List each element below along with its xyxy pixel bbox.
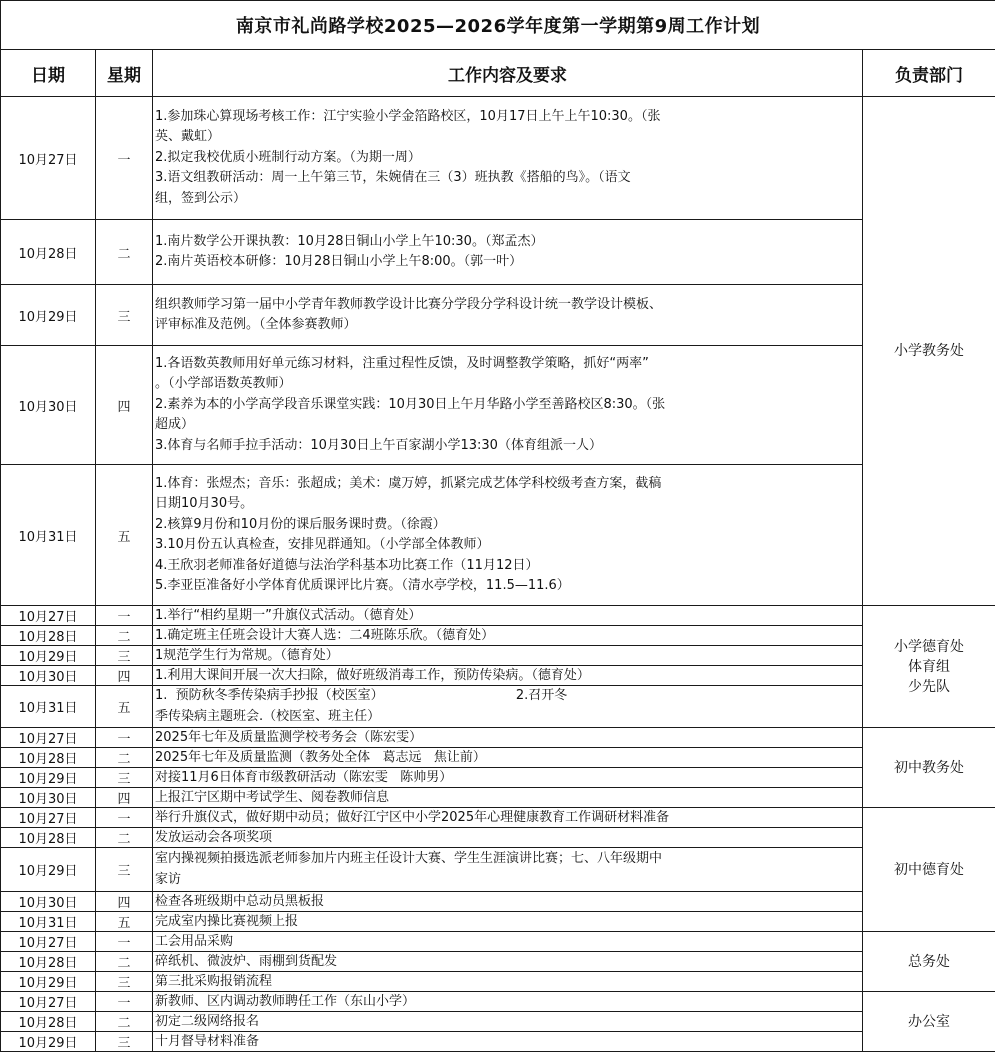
date-cell: 10月27日 [1,932,96,952]
department-cell [863,728,995,808]
content-line: 十月督导材料准备 [155,1033,854,1050]
date-cell: 10月29日 [1,848,96,892]
content-line: 完成室内操比赛视频上报 [155,913,854,930]
date-cell: 10月30日 [1,892,96,912]
table-row [1,646,995,666]
content-cell [153,848,863,892]
department-column-header: 负责部门 [863,50,995,97]
date-cell: 10月27日 [1,606,96,626]
content-line: 组，签到公示） [155,189,854,210]
weekday-cell: 三 [96,848,153,892]
content-cell [153,646,863,666]
department-cell [863,606,995,728]
weekday-cell: 五 [96,912,153,932]
date-cell: 10月31日 [1,686,96,728]
weekday-cell: 二 [96,626,153,646]
weekday-cell: 一 [96,728,153,748]
content-cell [153,972,863,992]
content-cell [153,992,863,1012]
date-cell: 10月28日 [1,1012,96,1032]
weekday-cell: 二 [96,748,153,768]
content-line: 季传染病主题班会.（校医室、班主任） [155,707,854,728]
content-line: 超成） [155,415,854,436]
date-cell: 10月27日 [1,992,96,1012]
content-line: 对接11月6日体育市级教研活动（陈宏雯 陈帅男） [155,769,854,786]
table-row [1,828,995,848]
weekday-cell: 五 [96,465,153,606]
table-row [1,808,995,828]
content-line: 工会用品采购 [155,933,854,950]
content-line: 1.举行“相约星期一”升旗仪式活动。（德育处） [155,607,854,624]
content-cell [153,1032,863,1052]
table-row [1,285,995,346]
content-cell [153,606,863,626]
content-line: 碎纸机、微波炉、雨棚到货配发 [155,953,854,970]
table-row [1,686,995,728]
content-line: 检查各班级期中总动员黑板报 [155,893,854,910]
title-row [1,1,995,50]
content-line: 室内操视频拍摄选派老师参加片内班主任设计大赛、学生生涯演讲比赛；七、八年级期中 [155,849,854,870]
table-row [1,626,995,646]
page-title: 南京市礼尚路学校2025—2026学年度第一学期第9周工作计划 [1,1,995,50]
weekday-cell: 四 [96,892,153,912]
date-cell: 10月29日 [1,768,96,788]
date-cell: 10月28日 [1,748,96,768]
content-line: 1.参加珠心算现场考核工作：江宁实验小学金箔路校区，10月17日上午上午10:30。（张 [155,107,854,128]
table-row [1,748,995,768]
weekday-cell: 四 [96,346,153,465]
weekday-cell: 五 [96,686,153,728]
content-line: 4.王欣羽老师准备好道德与法治学科基本功比赛工作（11月12日） [155,556,854,577]
department-label: 办公室 [908,1014,950,1030]
content-cell [153,346,863,465]
table-row [1,952,995,972]
weekday-cell: 一 [96,932,153,952]
weekday-cell: 二 [96,220,153,285]
weekday-cell: 三 [96,285,153,346]
content-cell [153,952,863,972]
content-cell [153,686,863,728]
content-cell [153,97,863,220]
plan-body [1,97,995,1052]
date-cell: 10月29日 [1,646,96,666]
date-cell: 10月30日 [1,666,96,686]
date-cell: 10月31日 [1,912,96,932]
content-column-header: 工作内容及要求 [153,50,863,97]
content-line: 1.确定班主任班会设计大赛人选：二4班陈乐欣。（德育处） [155,627,854,644]
content-line: 3.10月份五认真检查，安排见群通知。（小学部全体教师） [155,535,854,556]
table-row [1,972,995,992]
content-line: 2.南片英语校本研修：10月28日铜山小学上午8:00。（郭一叶） [155,252,854,273]
content-line: 3.语文组教研活动：周一上午第三节，朱婉倩在三（3）班执教《搭船的鸟》。（语文 [155,168,854,189]
table-row [1,465,995,606]
table-row [1,1012,995,1032]
content-line: 组织教师学习第一届中小学青年教师教学设计比赛分学段分学科设计统一教学设计模板、 [155,295,854,316]
date-cell: 10月30日 [1,788,96,808]
table-row [1,606,995,626]
content-line: 2025年七年及质量监测（教务处全体 葛志远 焦让前） [155,749,854,766]
content-line: 1.利用大课间开展一次大扫除，做好班级消毒工作，预防传染病。（德育处） [155,667,854,684]
content-line: 2.核算9月份和10月份的课后服务课时费。（徐霞） [155,515,854,536]
department-label: 初中教务处 [894,760,964,776]
content-line: 日期10月30号。 [155,494,854,515]
date-cell: 10月28日 [1,952,96,972]
content-line: 1规范学生行为常规。（德育处） [155,647,854,664]
date-cell: 10月29日 [1,1032,96,1052]
content-line: 3.体育与名师手拉手活动：10月30日上午百家湖小学13:30（体育组派一人） [155,436,854,457]
content-cell [153,788,863,808]
content-line: 。（小学部语数英教师） [155,374,854,395]
weekday-cell: 三 [96,646,153,666]
date-cell: 10月28日 [1,220,96,285]
content-line: 新教师、区内调动教师聘任工作（东山小学） [155,993,854,1010]
content-line: 第三批采购报销流程 [155,973,854,990]
content-line: 1.南片数学公开课执教：10月28日铜山小学上午10:30。（郑孟杰） [155,232,854,253]
table-row [1,97,995,220]
content-line: 1. 预防秋冬季传染病手抄报（校医室） 2.召开冬 [155,686,854,707]
date-cell: 10月27日 [1,97,96,220]
table-row [1,220,995,285]
table-row [1,788,995,808]
weekday-cell: 一 [96,97,153,220]
weekday-cell: 一 [96,808,153,828]
content-cell [153,1012,863,1032]
table-row [1,346,995,465]
weekday-cell: 二 [96,1012,153,1032]
table-row [1,992,995,1012]
content-line: 2.素养为本的小学高学段音乐课堂实践：10月30日上午月华路小学至善路校区8:30。（张 [155,395,854,416]
weekday-cell: 一 [96,992,153,1012]
date-cell: 10月29日 [1,972,96,992]
date-column-header: 日期 [1,50,96,97]
content-cell [153,220,863,285]
content-cell [153,808,863,828]
weekday-cell: 一 [96,606,153,626]
content-line: 1.体育：张煜杰；音乐：张超成；美术：虞万婷，抓紧完成艺体学科校级考查方案，截稿 [155,474,854,495]
content-line: 家访 [155,870,854,891]
table-row [1,848,995,892]
weekday-cell: 四 [96,788,153,808]
content-cell [153,465,863,606]
table-row [1,1032,995,1052]
table-row [1,912,995,932]
content-cell [153,666,863,686]
weekday-cell: 二 [96,952,153,972]
table-row [1,892,995,912]
date-cell: 10月28日 [1,626,96,646]
department-cell [863,808,995,932]
content-cell [153,932,863,952]
department-cell [863,932,995,992]
content-cell [153,285,863,346]
department-cell [863,97,995,606]
header-row [1,50,995,97]
weekday-cell: 四 [96,666,153,686]
content-cell [153,892,863,912]
table-row [1,932,995,952]
table-row [1,768,995,788]
content-line: 举行升旗仪式，做好期中动员；做好江宁区中小学2025年心理健康教育工作调研材料准备 [155,809,854,826]
content-line: 评审标准及范例。（全体参赛教师） [155,315,854,336]
content-line: 1.各语数英教师用好单元练习材料，注重过程性反馈，及时调整教学策略，抓好“两率” [155,354,854,375]
weekday-cell: 三 [96,1032,153,1052]
content-line: 初定二级网络报名 [155,1013,854,1030]
content-line: 发放运动会各项奖项 [155,829,854,846]
department-label: 小学德育处 体育组 少先队 [894,639,964,695]
content-cell [153,748,863,768]
content-line: 英、戴虹） [155,127,854,148]
date-cell: 10月31日 [1,465,96,606]
content-line: 上报江宁区期中考试学生、阅卷教师信息 [155,789,854,806]
table-row [1,728,995,748]
weekday-column-header: 星期 [96,50,153,97]
department-label: 初中德育处 [894,862,964,878]
department-label: 小学教务处 [894,343,964,359]
content-line: 5.李亚臣准备好小学体育优质课评比片赛。（清水亭学校，11.5—11.6） [155,576,854,597]
department-label: 总务处 [908,954,950,970]
table-row [1,666,995,686]
date-cell: 10月28日 [1,828,96,848]
content-cell [153,828,863,848]
content-cell [153,912,863,932]
content-cell [153,626,863,646]
department-cell [863,992,995,1052]
date-cell: 10月29日 [1,285,96,346]
weekday-cell: 二 [96,828,153,848]
content-cell [153,768,863,788]
date-cell: 10月27日 [1,728,96,748]
weekday-cell: 三 [96,972,153,992]
date-cell: 10月27日 [1,808,96,828]
weekday-cell: 三 [96,768,153,788]
content-line: 2.拟定我校优质小班制行动方案。（为期一周） [155,148,854,169]
content-cell [153,728,863,748]
content-line: 2025年七年及质量监测学校考务会（陈宏雯） [155,729,854,746]
date-cell: 10月30日 [1,346,96,465]
